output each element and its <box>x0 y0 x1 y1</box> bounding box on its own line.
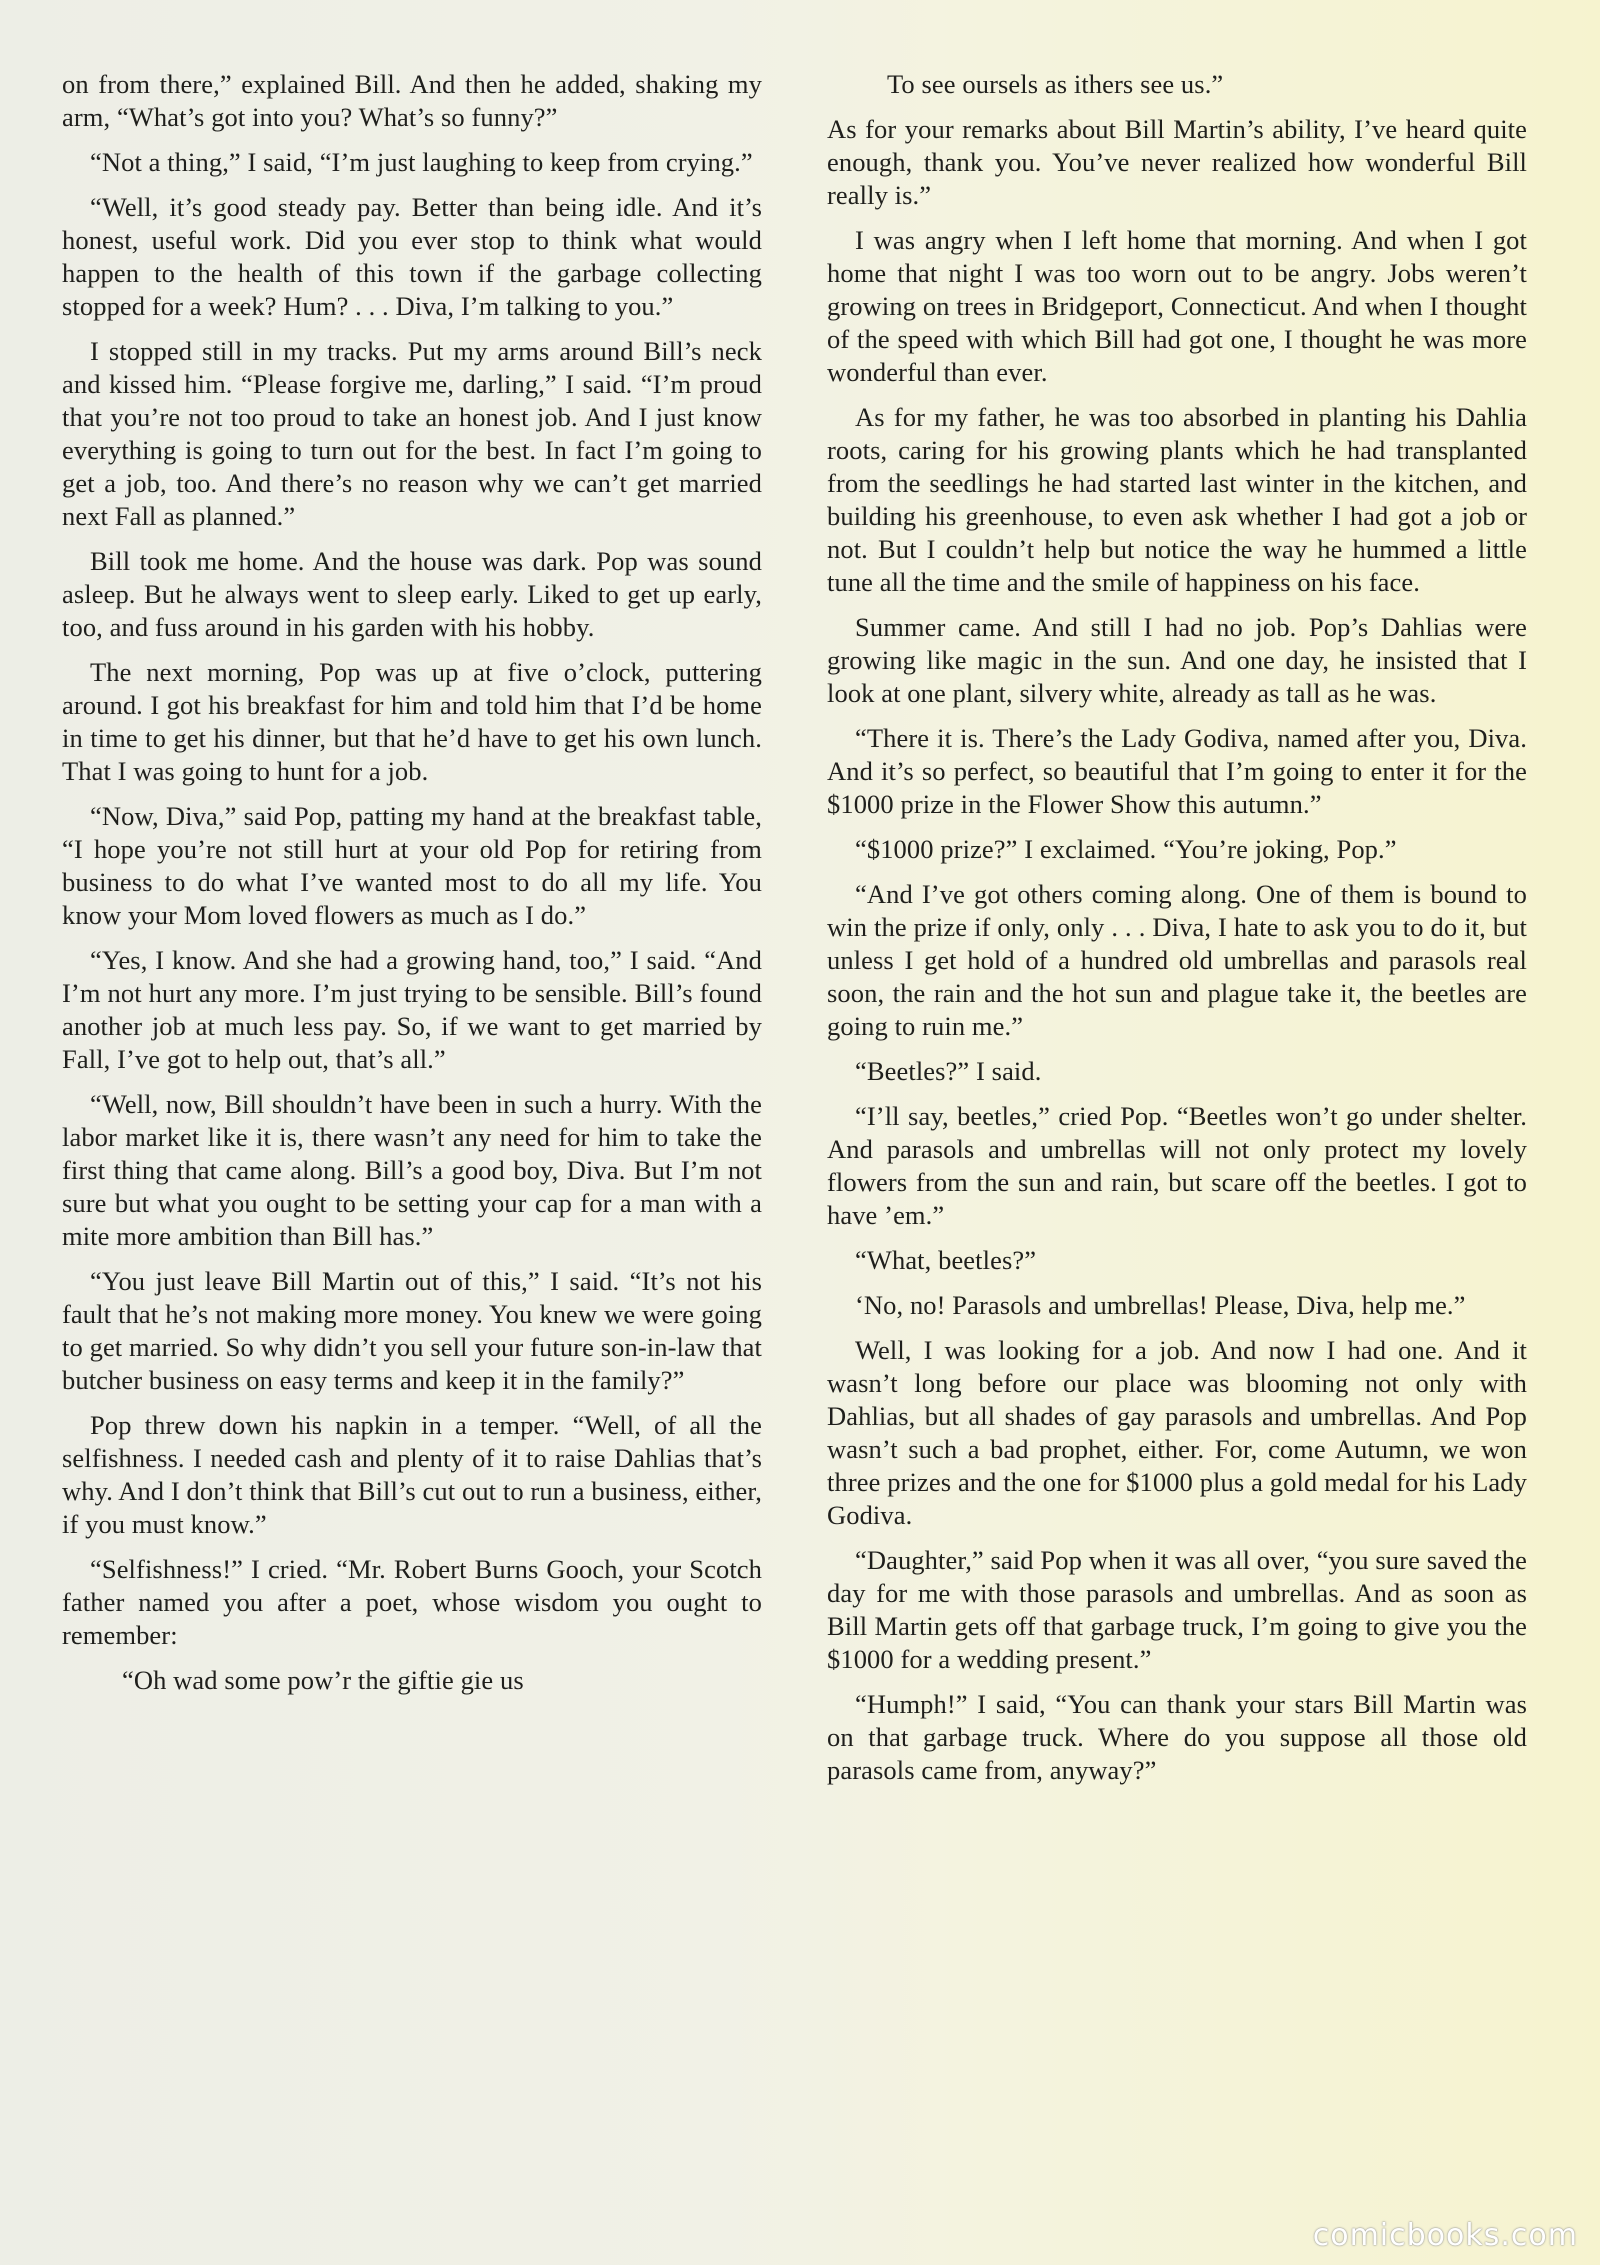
paragraph: Pop threw down his napkin in a temper. “Well, of all the selfishness. I needed cash and plenty of it to raise Dahlias that’s why. And I don’t think that Bill’s cut out to run a business, either, if you must know.” <box>62 1410 762 1539</box>
right-column <box>827 68 1527 1799</box>
paragraph: Well, I was looking for a job. And now I had one. And it wasn’t long before our place was blooming not only with Dahlias, but all shades of gay parasols and umbrellas. And Pop wasn’t such a bad prophet, either. For, come Autumn, we won three prizes and the one for $1000 plus a gold medal for his Lady Godiva. <box>827 1335 1527 1530</box>
paragraph: “And I’ve got others coming along. One of them is bound to win the prize if only, only . . . Diva, I hate to ask you to do it, but unless I get hold of a hundred old umbrellas and parasols real soon, the rain and the hot sun and plague take it, the beetles are going to ruin me.” <box>827 879 1527 1041</box>
paragraph: “Selfishness!” I cried. “Mr. Robert Burns Gooch, your Scotch father named you after a poet, whose wisdom you ought to remember: <box>62 1554 762 1650</box>
paragraph: “Daughter,” said Pop when it was all over, “you sure saved the day for me with those parasols and umbrellas. And as soon as Bill Martin gets off that garbage truck, I’m going to give you the $1000 for a wedding present.” <box>827 1545 1527 1674</box>
paragraph: “Well, now, Bill shouldn’t have been in such a hurry. With the labor market like it is, there wasn’t any need for him to take the first thing that came along. Bill’s a good boy, Diva. But I’m not sure but what you ought to be setting your cap for a man with a mite more ambition than Bill has.” <box>62 1089 762 1251</box>
verse-line: To see oursels as ithers see us.” <box>887 69 1224 99</box>
left-column <box>62 68 762 1709</box>
paragraph: “Now, Diva,” said Pop, patting my hand at the breakfast table, “I hope you’re not still hurt at your old Pop for retiring from business to do what I’ve wanted most to do all my life. You know your Mom loved flowers as much as I do.” <box>62 801 762 930</box>
paragraph: As for my father, he was too absorbed in planting his Dahlia roots, caring for his growing plants which he had transplanted from the seedlings he had started last winter in the kitchen, and building his greenhouse, to even ask whether I had got a job or not. But I couldn’t help but notice the way he hummed a little tune all the time and the smile of happiness on his face. <box>827 402 1527 597</box>
paragraph: ‘No, no! Parasols and umbrellas! Please, Diva, help me.” <box>855 1290 1466 1320</box>
paragraph: “I’ll say, beetles,” cried Pop. “Beetles won’t go under shelter. And parasols and umbrellas will not only protect my lovely flowers from the sun and rain, but scare off the beetles. I got to have ’em.” <box>827 1101 1527 1230</box>
verse-line: “Oh wad some pow’r the giftie gie us <box>122 1665 524 1695</box>
paragraph: Bill took me home. And the house was dark. Pop was sound asleep. But he always went to sleep early. Liked to get up early, too, and fuss around in his garden with his hobby. <box>62 546 762 642</box>
paragraph: Summer came. And still I had no job. Pop’s Dahlias were growing like magic in the sun. And one day, he insisted that I look at one plant, silvery white, already as tall as he was. <box>827 612 1527 708</box>
paragraph: on from there,” explained Bill. And then he added, shaking my arm, “What’s got into you? What’s so funny?” <box>62 69 762 132</box>
paragraph: “What, beetles?” <box>855 1245 1037 1275</box>
paragraph: The next morning, Pop was up at five o’clock, puttering around. I got his breakfast for him and told him that I’d be home in time to get his dinner, but that he’d have to get his own lunch. That I was going to hunt for a job. <box>62 657 762 786</box>
paragraph: “Well, it’s good steady pay. Better than being idle. And it’s honest, useful work. Did you ever stop to think what would happen to the health of this town if the garbage collecting stopped for a week? Hum? . . . Diva, I’m talking to you.” <box>62 192 762 321</box>
paragraph: I stopped still in my tracks. Put my arms around Bill’s neck and kissed him. “Please forgive me, darling,” I said. “I’m proud that you’re not too proud to take an honest job. And I just know everything is going to turn out for the best. In fact I’m going to get a job, too. And there’s no reason why we can’t get married next Fall as planned.” <box>62 336 762 531</box>
paragraph: As for your remarks about Bill Martin’s ability, I’ve heard quite enough, thank you. You’ve never realized how wonderful Bill really is.” <box>827 114 1527 210</box>
paragraph: “Yes, I know. And she had a growing hand, too,” I said. “And I’m not hurt any more. I’m just trying to be sensible. Bill’s found another job at much less pay. So, if we want to get married by Fall, I’ve got to help out, that’s all.” <box>62 945 762 1074</box>
paragraph: “$1000 prize?” I exclaimed. “You’re joking, Pop.” <box>855 834 1397 864</box>
paragraph: “You just leave Bill Martin out of this,” I said. “It’s not his fault that he’s not making more money. You knew we were going to get married. So why didn’t you sell your future son-in-law that butcher business on easy terms and keep it in the family?” <box>62 1266 762 1395</box>
paragraph: “Humph!” I said, “You can thank your stars Bill Martin was on that garbage truck. Where do you suppose all those old parasols came from, anyway?” <box>827 1689 1527 1785</box>
paragraph: I was angry when I left home that morning. And when I got home that night I was too worn out to be angry. Jobs weren’t growing on trees in Bridgeport, Connecticut. And when I thought of the speed with which Bill had got one, I thought he was more wonderful than ever. <box>827 225 1527 387</box>
site-watermark: comicbooks.com <box>1312 2218 1578 2253</box>
paragraph: “There it is. There’s the Lady Godiva, named after you, Diva. And it’s so perfect, so beautiful that I’m going to enter it for the $1000 prize in the Flower Show this autumn.” <box>827 723 1527 819</box>
paragraph: “Not a thing,” I said, “I’m just laughing to keep from crying.” <box>90 147 753 177</box>
paragraph: “Beetles?” I said. <box>855 1056 1042 1086</box>
